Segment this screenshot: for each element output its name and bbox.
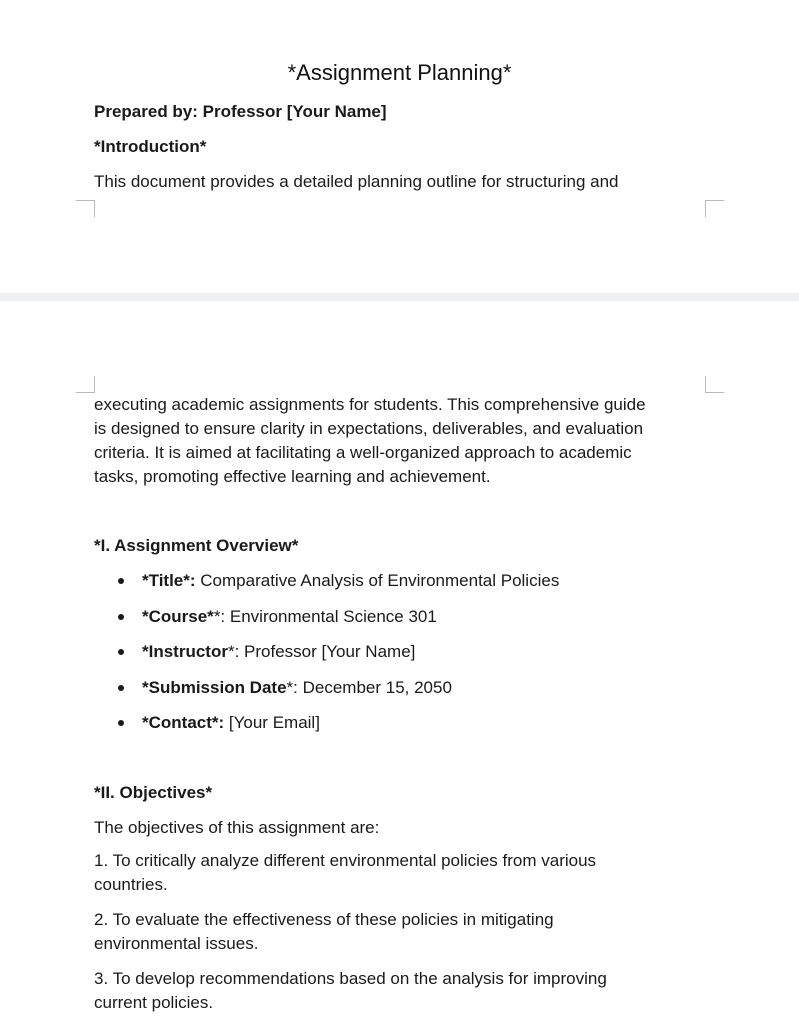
introduction-heading: *Introduction* — [94, 137, 207, 156]
objectives-intro: The objectives of this assignment are: — [94, 818, 380, 837]
bullet-icon — [118, 578, 124, 584]
objective-line: environmental issues. — [94, 934, 259, 953]
bullet-icon — [118, 685, 124, 691]
list-item — [118, 605, 559, 641]
page-corner-mark — [705, 200, 724, 217]
document-title: *Assignment Planning* — [287, 60, 512, 85]
page-2 — [0, 301, 799, 1025]
page-corner-mark — [76, 200, 95, 217]
prepared-by: Prepared by: Professor [Your Name] — [94, 102, 387, 121]
list-item — [118, 711, 559, 747]
overview-item-label: *Contact*: — [142, 713, 225, 732]
introduction-paragraph-continued — [94, 393, 714, 489]
overview-item-value: Comparative Analysis of Environmental Policies — [195, 571, 560, 590]
overview-item-label: *Title*: — [142, 571, 196, 590]
overview-item-value: *: Environmental Science 301 — [213, 606, 437, 626]
objective-line: 2. To evaluate the effectiveness of these policies in mitigating — [94, 910, 554, 929]
bullet-icon — [118, 649, 124, 655]
objective-line: countries. — [94, 875, 168, 894]
overview-item-value: *: Professor [Your Name] — [227, 642, 416, 661]
overview-item-label: *Submission Date — [142, 677, 287, 697]
bullet-icon — [118, 720, 124, 726]
introduction-line-1: This document provides a detailed planning outline for structuring and — [94, 172, 619, 191]
page-1 — [0, 0, 799, 293]
list-item — [118, 676, 559, 712]
page-break — [0, 293, 799, 301]
overview-item-label: *Instructor — [142, 642, 228, 661]
objective-line: current policies. — [94, 993, 214, 1012]
overview-item-label: *Course* — [142, 606, 214, 626]
objective-line: 1. To critically analyze different environmental policies from various — [94, 851, 597, 870]
objectives-heading: *II. Objectives* — [94, 783, 213, 802]
introduction-line: is designed to ensure clarity in expectations, deliverables, and evaluation — [94, 419, 644, 438]
objective-item — [94, 967, 714, 1015]
introduction-line: criteria. It is aimed at facilitating a well-organized approach to academic — [94, 443, 632, 462]
page-corner-mark — [76, 376, 95, 393]
overview-heading: *I. Assignment Overview* — [94, 536, 299, 555]
introduction-line: executing academic assignments for students. This comprehensive guide — [94, 395, 646, 414]
objective-item — [94, 908, 714, 956]
introduction-line: tasks, promoting effective learning and achievement. — [94, 467, 491, 486]
overview-item-value: [Your Email] — [224, 713, 320, 732]
page-corner-mark — [705, 376, 724, 393]
bullet-icon — [118, 614, 124, 620]
objective-line: 3. To develop recommendations based on the analysis for improving — [94, 969, 607, 988]
list-item — [118, 569, 559, 605]
overview-list — [118, 569, 559, 747]
overview-item-value: *: December 15, 2050 — [286, 677, 452, 697]
list-item — [118, 640, 559, 676]
objective-item — [94, 849, 714, 897]
